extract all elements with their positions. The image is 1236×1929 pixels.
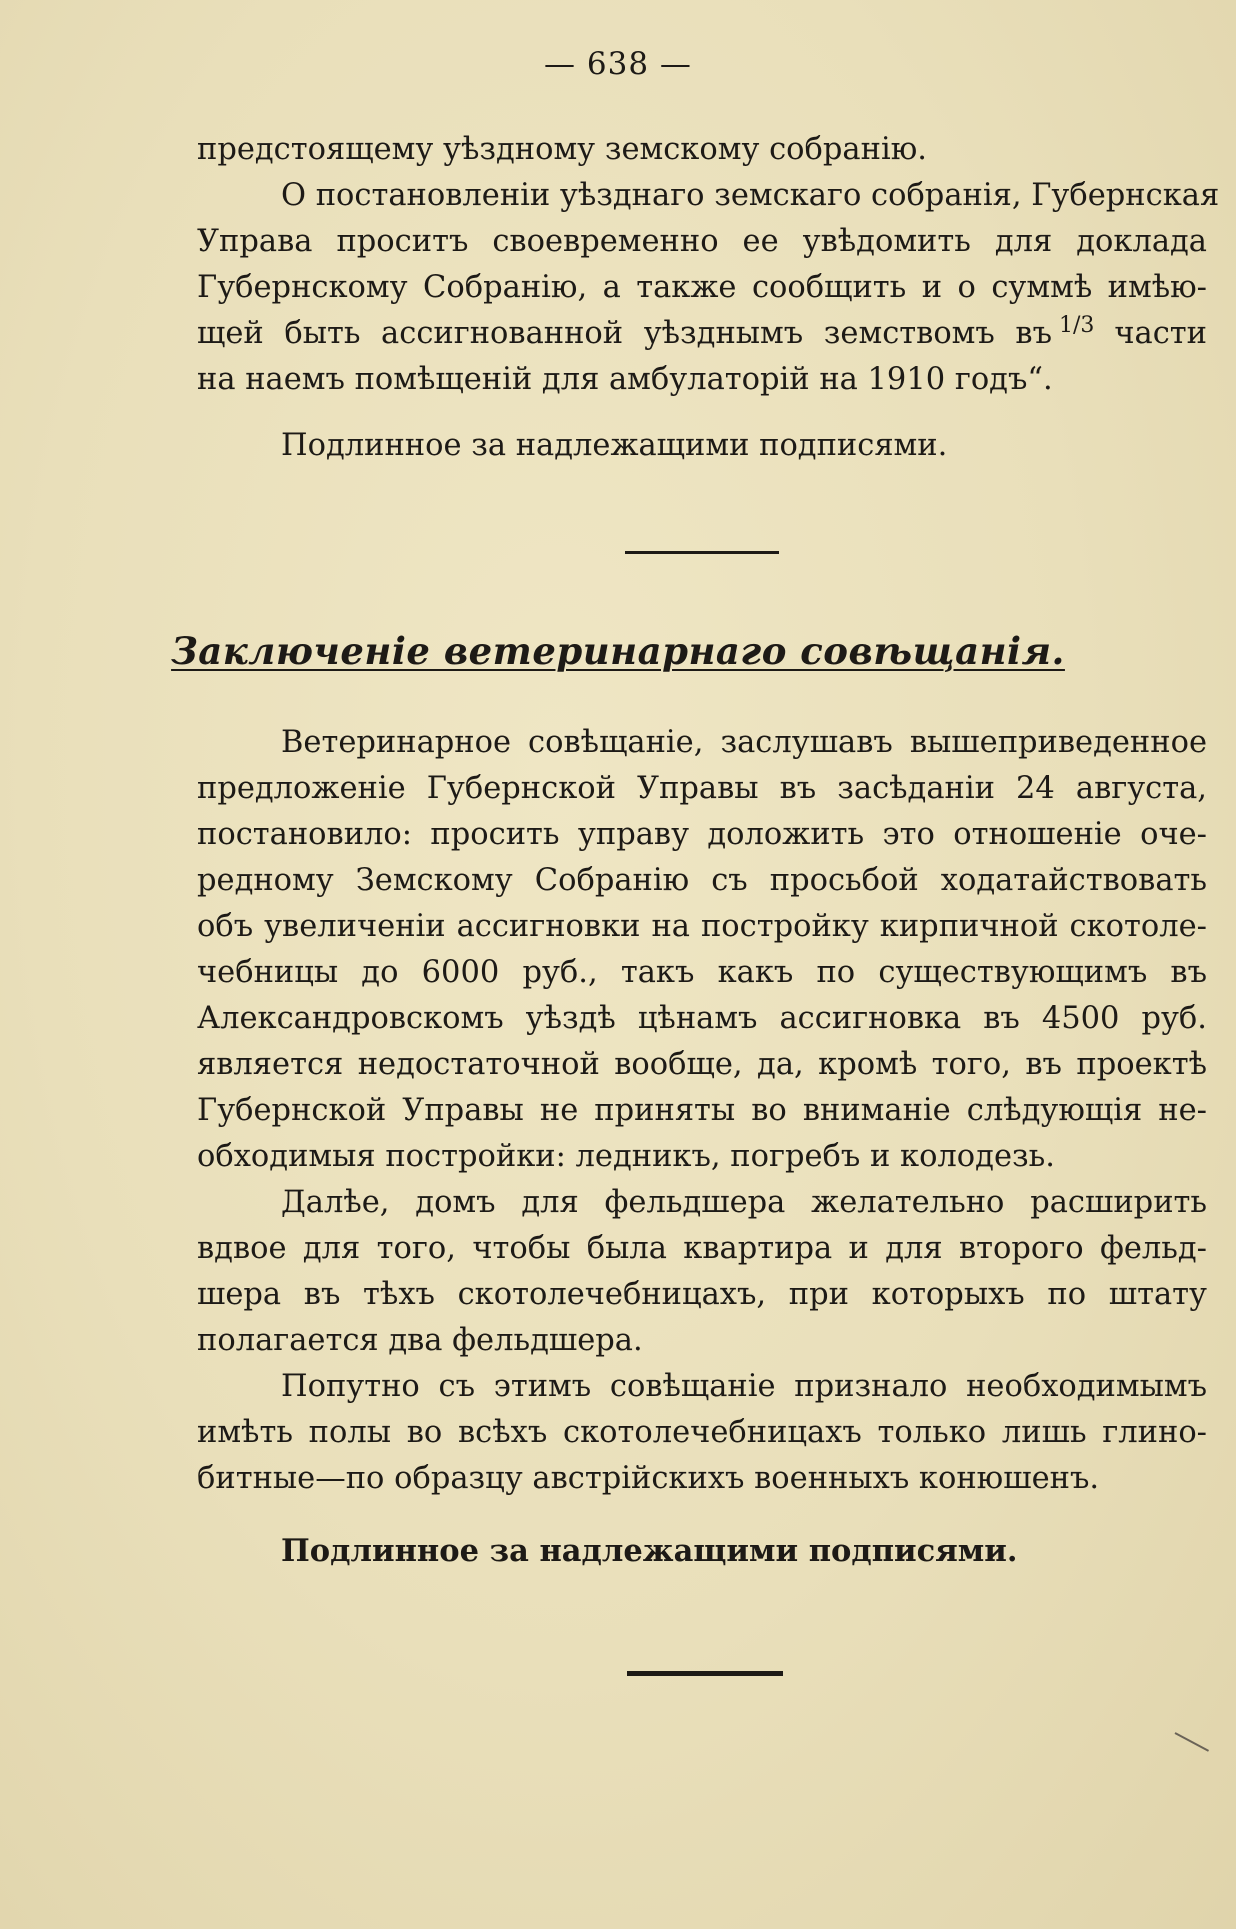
paragraph-line: Губернской Управы не приняты во вниманіе слѣдующія не- bbox=[197, 1093, 1207, 1128]
paragraph-line: вдвое для того, чтобы была квартира и для второго фельд- bbox=[197, 1231, 1207, 1266]
spacer bbox=[197, 403, 1207, 423]
paragraph-line: постановило: просить управу доложить это отношеніе оче- bbox=[197, 817, 1207, 852]
signature-line: Подлинное за надлежащими подписями. bbox=[281, 428, 948, 463]
paragraph-line: О постановленіи уѣзднаго земскаго собранія, Губернская bbox=[281, 178, 1220, 213]
paragraph-line: Попутно съ этимъ совѣщаніе признало необходимымъ bbox=[281, 1369, 1207, 1404]
section-divider bbox=[627, 1671, 783, 1676]
paragraph-line: Ветеринарное совѣщаніе, заслушавъ вышеприведенное bbox=[281, 725, 1207, 760]
paragraph-line-with-fraction bbox=[197, 311, 1207, 357]
paragraph-line: битные—по образцу австрійскихъ военныхъ конюшенъ. bbox=[197, 1461, 1100, 1496]
paragraph-line-part: части bbox=[1114, 316, 1207, 351]
section-1-text bbox=[197, 127, 1220, 469]
page-number: — 638 — bbox=[544, 46, 692, 82]
paragraph-line: Управа проситъ своевременно ее увѣдомить для доклада bbox=[197, 224, 1207, 259]
paragraph-line: имѣть полы во всѣхъ скотолечебницахъ только лишь глино- bbox=[197, 1415, 1207, 1450]
paragraph-line: редному Земскому Собранію съ просьбой ходатайствовать bbox=[197, 863, 1207, 898]
section-2-text bbox=[197, 720, 1207, 1574]
spacer bbox=[197, 1502, 1207, 1528]
fraction-one-third: 1/3 bbox=[1059, 313, 1095, 338]
paragraph-line: Губернскому Собранію, а также сообщить и о суммѣ имѣю- bbox=[197, 270, 1207, 305]
paragraph-line: обходимыя постройки: ледникъ, погребъ и колодезь. bbox=[197, 1139, 1055, 1174]
paragraph-line: чебницы до 6000 руб., такъ какъ по существующимъ въ bbox=[197, 955, 1207, 990]
paragraph-line: является недостаточной вообще, да, кромѣ того, въ проектѣ bbox=[197, 1047, 1207, 1082]
section-heading: Заключеніе ветеринарнаго совѣщанія. bbox=[171, 629, 1065, 673]
pencil-mark bbox=[1175, 1732, 1209, 1752]
paragraph-line-part: щей быть ассигнованной уѣзднымъ земствомъ въ bbox=[197, 316, 1052, 351]
paragraph-line: шера въ тѣхъ скотолечебницахъ, при которыхъ по штату bbox=[197, 1277, 1207, 1312]
signature-line: Подлинное за надлежащими подписями. bbox=[281, 1533, 1018, 1569]
paragraph-line: предстоящему уѣздному земскому собранію. bbox=[197, 132, 927, 167]
paragraph-line: Далѣе, домъ для фельдшера желательно расширить bbox=[281, 1185, 1207, 1220]
paragraph-line: на наемъ помѣщеній для амбулаторій на 1910 годъ“. bbox=[197, 362, 1053, 397]
paragraph-line: предложеніе Губернской Управы въ засѣданіи 24 августа, bbox=[197, 771, 1207, 806]
paragraph-line: Александровскомъ уѣздѣ цѣнамъ ассигновка въ 4500 руб. bbox=[197, 1001, 1207, 1036]
paragraph-line: объ увеличеніи ассигновки на постройку кирпичной скотоле- bbox=[197, 909, 1207, 944]
paragraph-line: полагается два фельдшера. bbox=[197, 1323, 643, 1358]
section-divider bbox=[625, 551, 779, 554]
